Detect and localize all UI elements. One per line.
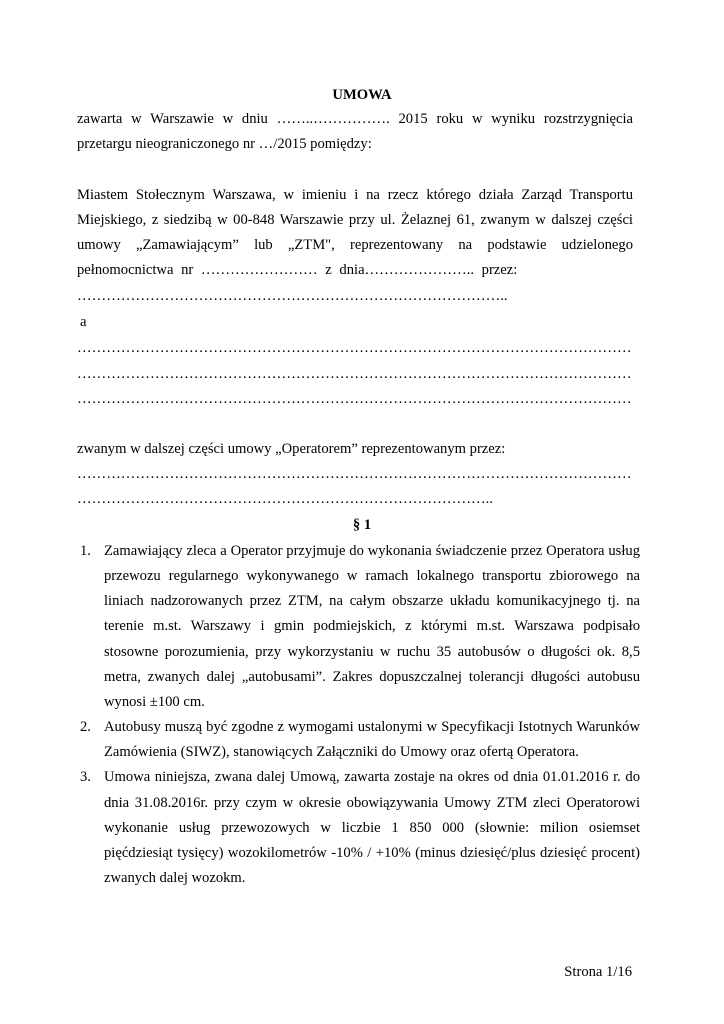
item-2-line-1: Autobusy muszą być zgodne z wymogami ustalonymi w Specyfikacji Istotnych Warunków (104, 719, 640, 735)
item-2-number: 2. (80, 719, 91, 735)
item-1-line-4: terenie m.st. Warszawy i gmin podmiejskich, z którymi m.st. Warszawa podpisało (104, 618, 640, 634)
party1-line-3: umowy „Zamawiającym” lub „ZTM", reprezentowany na podstawie udzielonego (77, 237, 633, 253)
item-3-line-4: pięćdziesiąt tysięcy) wozokilometrów -10% / +10% (minus dziesięć/plus dziesięć procent) (104, 845, 640, 861)
conjunction-a: a (80, 314, 87, 330)
item-2-line-2: Zamówienia (SIWZ), stanowiących Załączniki do Umowy oraz ofertą Operatora. (104, 744, 579, 760)
item-3-number: 3. (80, 769, 91, 785)
item-3-line-1: Umowa niniejsza, zwana dalej Umową, zawarta zostaje na okres od dnia 01.01.2016 r. do (104, 769, 640, 785)
item-1-number: 1. (80, 543, 91, 559)
item-3-line-3: wykonanie usług przewozowych w liczbie 1 850 000 (słownie: milion osiemset (104, 820, 640, 836)
operator-line-1: zwanym w dalszej części umowy „Operatorem” reprezentowanym przez: (77, 441, 506, 457)
document-title: UMOWA (332, 87, 392, 103)
party1-line-5: …………………………………………………………………………….. (77, 288, 508, 304)
section-heading: § 1 (352, 517, 372, 533)
intro-line-2: przetargu nieograniczonego nr …/2015 pomiędzy: (77, 136, 372, 152)
party2-line-2: …………………………………………………………………………………………………… (77, 366, 632, 382)
item-1-line-1: Zamawiający zleca a Operator przyjmuje do wykonania świadczenie przez Operatora usług (104, 543, 640, 559)
party2-line-3: …………………………………………………………………………………………………… (77, 391, 632, 407)
operator-line-2: …………………………………………………………………………………………………… (77, 466, 632, 482)
item-3-line-2: dnia 31.08.2016r. przy czym w okresie obowiązywania Umowy ZTM zleci Operatorowi (104, 795, 640, 811)
item-1-line-7: wynosi ±100 cm. (104, 694, 205, 710)
item-1-line-2: przewozu regularnego wykonywanego w ramach lokalnego transportu zbiorowego na (104, 568, 640, 584)
intro-line-1: zawarta w Warszawie w dniu ……..……………. 2015 roku w wyniku rozstrzygnięcia (77, 111, 633, 127)
party1-line-1: Miastem Stołecznym Warszawa, w imieniu i na rzecz którego działa Zarząd Transportu (77, 187, 633, 203)
item-1-line-6: metra, zwanych dalej „autobusami”. Zakres dopuszczalnej tolerancji długości autobusu (104, 669, 640, 685)
item-3-line-5: zwanych dalej wozokm. (104, 870, 246, 886)
operator-line-3: ………………………………………………………………………….. (77, 491, 493, 507)
party1-line-4: pełnomocnictwa nr …………………… z dnia………………….. przez: (77, 262, 518, 278)
page-number: Strona 1/16 (564, 964, 632, 980)
party2-line-1: …………………………………………………………………………………………………… (77, 340, 632, 356)
item-1-line-5: stosowne porozumienia, przy wykorzystaniu w ruchu 35 autobusów o długości ok. 8,5 (104, 644, 640, 660)
item-1-line-3: liniach nadzorowanych przez ZTM, na całym obszarze układu komunikacyjnego tj. na (104, 593, 640, 609)
party1-line-2: Miejskiego, z siedzibą w 00-848 Warszawie przy ul. Żelaznej 61, zwanym w dalszej części (77, 212, 633, 228)
